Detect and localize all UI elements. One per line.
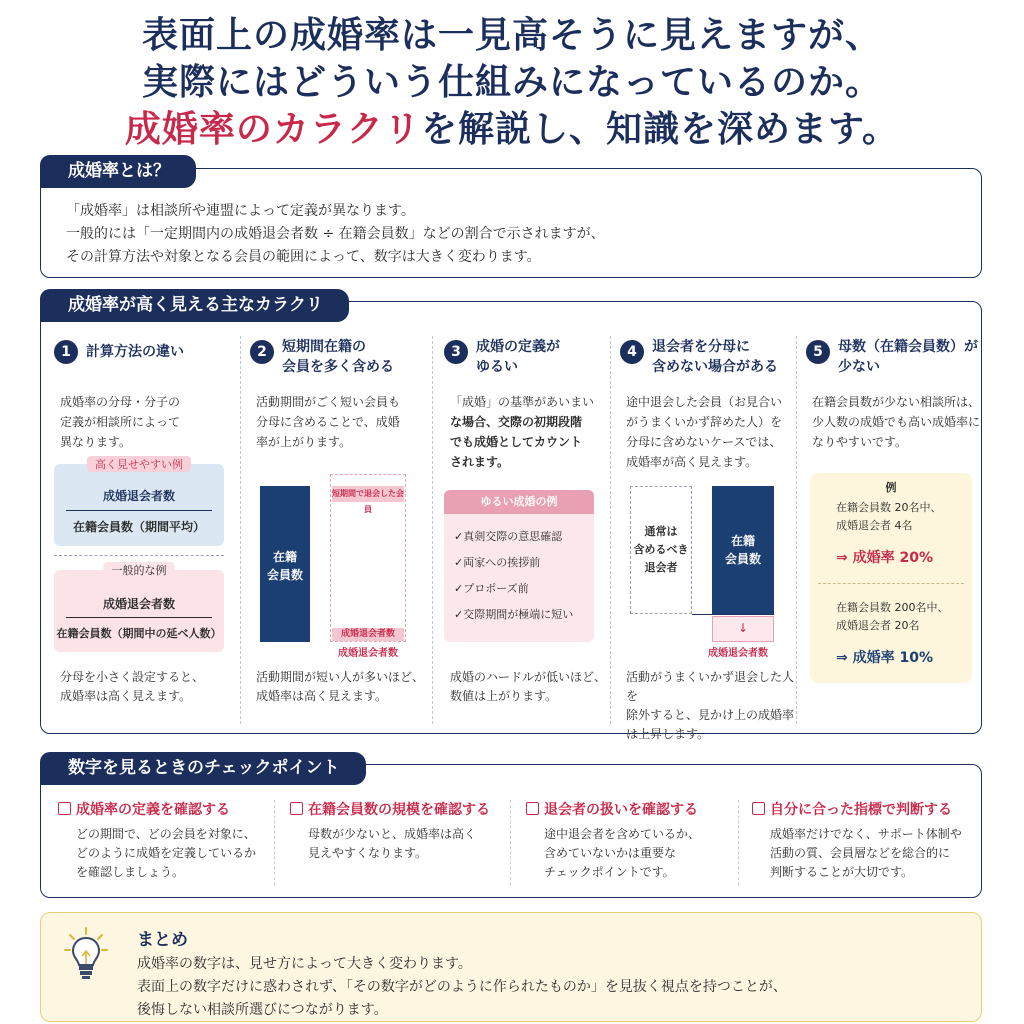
desc-line: 途中退会者を含めているか、 [544, 827, 701, 841]
checkpoint-1 [58, 799, 283, 882]
short-term-label: 短期間で退会した会員 [332, 486, 404, 502]
lightbulb-icon [64, 926, 108, 986]
foot-line: 分母を小さく設定すると、 [60, 670, 205, 684]
definition-line: その計算方法や対象となる会員の範囲によって、数字は大きく変わります。 [66, 249, 541, 265]
formula-denominator: 在籍会員数（期間平均） [72, 520, 205, 534]
arrow-down-icon: ↓ [712, 616, 774, 642]
desc-line: 活動期間がごく短い会員も [256, 395, 401, 409]
foot-line: 活動がうまくいかず退会した人を [626, 670, 795, 703]
summary-line: 表面上の数字だけに惑わされず、「その数字がどのように作られたものか」を見抜く視点を持つことが、 [137, 979, 787, 995]
loose-example-text: 真剣交際の意思確認 [463, 530, 563, 543]
column-divider [274, 800, 275, 885]
step-number: 3 [444, 340, 468, 364]
summary-text [137, 953, 787, 1022]
step-number: 1 [54, 340, 78, 364]
trick-title-line: 短期間在籍の [282, 339, 366, 355]
checkpoint-title [290, 799, 515, 819]
title-highlight: 成婚率のカラクリ [124, 109, 421, 150]
trick-title [282, 337, 394, 377]
loose-example-item [454, 554, 540, 570]
definition-text [66, 200, 605, 269]
trick-foot [60, 668, 204, 706]
foot-line: 成婚率は高く見えます。 [60, 689, 192, 703]
trick-foot [626, 668, 800, 744]
desc-line: 分母に含めないケースでは、 [626, 435, 782, 449]
formula-numerator: 成婚退会者数 [102, 489, 175, 503]
summary-line: 後悔しない相談所選びにつながります。 [137, 1002, 388, 1018]
loose-examples-title: ゆるい成婚の例 [444, 490, 594, 514]
trick-card-4 [620, 330, 800, 741]
definition-line: 一般的には「一定期間内の成婚退会者数 ÷ 在籍会員数」などの割合で示されますが、 [66, 226, 605, 242]
foot-line: 除外すると、見かけ上の成婚率 [626, 708, 795, 722]
trick-card-1 [54, 330, 234, 725]
title-line-1: 表面上の成婚率は一見高そうに見えますが、 [141, 15, 882, 56]
example-1 [836, 499, 942, 535]
step-number: 2 [250, 340, 274, 364]
checkpoint-title-text: 在籍会員数の規模を確認する [308, 802, 490, 818]
check-icon: ✓ [454, 530, 464, 543]
example-title: 例 [885, 481, 897, 494]
fraction-line [66, 617, 212, 618]
loose-example-item [454, 580, 529, 596]
trick-title [652, 337, 778, 377]
checkpoint-title-text: 成婚率の定義を確認する [76, 802, 230, 818]
step-number: 5 [806, 340, 830, 364]
checkpoint-4 [752, 799, 977, 882]
example-line: 成婚退会者 4名 [836, 519, 913, 532]
trick-desc [812, 392, 980, 452]
desc-line: 母数が少ないと、成婚率は高く [308, 827, 477, 841]
checkpoint-title-text: 退会者の扱いを確認する [544, 802, 698, 818]
desc-line: 成婚率の分母・分子の [60, 395, 181, 409]
loose-example-item [454, 528, 562, 544]
foot-line: 活動期間が短い人が多いほど、 [256, 670, 425, 684]
formula-high-example [54, 458, 224, 546]
example-line: 在籍会員数 200名中、 [836, 601, 949, 614]
title-line-3-rest: を解説し、知識を深めます。 [420, 109, 900, 150]
desc-line: されます。 [450, 455, 510, 469]
checkpoint-2 [290, 799, 515, 863]
check-icon: ✓ [454, 582, 464, 595]
desc-line: 率が上がります。 [256, 435, 352, 449]
desc-line: 「成婚」の基準があいまい [450, 395, 595, 409]
checkbox-icon [526, 802, 539, 815]
trick-desc [60, 392, 180, 452]
checkpoint-title [58, 799, 283, 819]
definition-tag: 成婚率とは？ [40, 155, 196, 188]
checkpoint-title [752, 799, 977, 819]
checkbox-icon [58, 802, 71, 815]
foot-line: 成婚率は高く見えます。 [256, 689, 388, 703]
summary-title: まとめ [137, 930, 188, 950]
desc-line: チェックポイントです。 [544, 865, 675, 879]
desc-line: 含めていないかは重要な [544, 846, 677, 860]
desc-line: 成婚率が高く見えます。 [626, 455, 758, 469]
checkpoint-title-text: 自分に合った指標で判断する [770, 802, 952, 818]
tricks-tag: 成婚率が高く見える主なカラクリ [40, 289, 349, 322]
example-2-result: ⇒ 成婚率 10% [836, 650, 933, 666]
example-box [810, 473, 972, 683]
checkpoint-desc [76, 825, 283, 882]
desc-line: 途中退会した会員（お見合い [626, 395, 783, 409]
trick-desc [626, 392, 782, 472]
title-line-3 [0, 106, 1024, 153]
desc-line: 異なります。 [60, 435, 132, 449]
trick-title-line: 計算方法の違い [86, 344, 184, 360]
desc-line: どの期間で、どの会員を対象に、 [76, 827, 256, 841]
success-band: 成婚退会者数 [332, 628, 404, 641]
checkpoint-3 [526, 799, 751, 882]
trick-title-line: ゆるい [476, 359, 518, 375]
check-icon: ✓ [454, 608, 464, 621]
enrolled-bar: 在籍 会員数 [260, 486, 310, 642]
checkpoint-title [526, 799, 751, 819]
example-line: 成婚退会者 20名 [836, 619, 920, 632]
loose-example-text: プロポーズ前 [463, 582, 529, 595]
formula-general-example [54, 564, 224, 652]
fraction-line [66, 510, 212, 511]
checkbox-icon [752, 802, 765, 815]
trick-title [476, 337, 560, 377]
separator [818, 583, 964, 584]
desc-line: 定義が相談所によって [60, 415, 181, 429]
column-divider [510, 800, 511, 885]
loose-examples-box [444, 490, 594, 642]
title-line-2: 実際にはどういう仕組みになっているのか。 [141, 62, 882, 103]
desc-line: なりやすいです。 [812, 435, 908, 449]
desc-line: 在籍会員数が少ない相談所は、 [812, 395, 981, 409]
formula-label: 高く見せやすい例 [87, 456, 191, 472]
trick-foot [450, 668, 606, 706]
desc-line: 少人数の成婚でも高い成婚率に [812, 415, 981, 429]
trick-title-line: 成婚の定義が [476, 339, 560, 355]
desc-line: 分母に含めることで、成婚 [256, 415, 400, 429]
separator [54, 555, 224, 556]
excluded-members-box: 通常は 含めるべき 退会者 [630, 486, 692, 614]
trick-card-2 [250, 330, 430, 725]
summary-line: 成婚率の数字は、見せ方によって大きく変わります。 [137, 956, 472, 972]
formula-denominator: 在籍会員数（期間中の延べ人数） [56, 627, 222, 640]
definition-line: 「成婚率」は相談所や連盟によって定義が異なります。 [66, 203, 415, 219]
trick-title-line: 母数（在籍会員数）が [838, 339, 978, 355]
foot-line: 数値は上がります。 [450, 689, 558, 703]
desc-line: でも成婚としてカウント [450, 435, 583, 449]
trick-title-line: 少ない [838, 359, 880, 375]
desc-line: 成婚率だけでなく、サポート体制や [770, 827, 962, 841]
desc-line: 判断することが大切です。 [770, 865, 914, 879]
example-line: 在籍会員数 20名中、 [836, 501, 942, 514]
column-divider [432, 336, 433, 724]
desc-line: を確認しましょう。 [76, 865, 185, 879]
trick-foot [256, 668, 424, 706]
success-label: 成婚退会者数 [708, 648, 768, 659]
foot-line: は上昇します。 [626, 727, 710, 741]
trick-card-3 [444, 330, 624, 725]
column-divider [738, 800, 739, 885]
enrolled-bar: 在籍 会員数 [712, 486, 774, 614]
desc-line: がうまくいかず辞めた人）を [626, 415, 783, 429]
trick-title-line: 会員を多く含める [282, 359, 394, 375]
trick-title-line: 含めない場合がある [652, 359, 778, 375]
formula-numerator: 成婚退会者数 [102, 597, 175, 611]
trick-card-5 [806, 330, 986, 725]
checkpoint-desc [544, 825, 751, 882]
success-label: 成婚退会者数 [338, 648, 398, 659]
baseline [692, 614, 774, 615]
checkpoints-tag: 数字を見るときのチェックポイント [40, 752, 366, 785]
trick-desc [256, 392, 400, 452]
example-1-result: ⇒ 成婚率 20% [836, 550, 933, 566]
foot-line: 成婚のハードルが低いほど、 [450, 670, 607, 684]
desc-line: どのように成婚を定義しているか [76, 846, 257, 860]
desc-line: 見えやすくなります。 [308, 846, 428, 860]
formula-label: 一般的な例 [104, 562, 175, 578]
checkbox-icon [290, 802, 303, 815]
example-2 [836, 599, 949, 635]
column-divider [240, 336, 241, 724]
trick-title [838, 337, 978, 377]
checkpoint-desc [770, 825, 977, 882]
checkpoint-desc [308, 825, 515, 863]
trick-title-line: 退会者を分母に [652, 339, 750, 355]
check-icon: ✓ [454, 556, 464, 569]
desc-line: な場合、交際の初期段階 [450, 415, 583, 429]
loose-example-item [454, 606, 573, 622]
step-number: 4 [620, 340, 644, 364]
loose-example-text: 両家への挨拶前 [463, 556, 541, 569]
trick-title [86, 342, 184, 362]
loose-example-text: 交際期間が極端に短い [463, 608, 574, 621]
desc-line: 活動の質、会員層などを総合的に [770, 846, 951, 860]
trick-desc [450, 392, 594, 472]
page-title [0, 12, 1024, 153]
